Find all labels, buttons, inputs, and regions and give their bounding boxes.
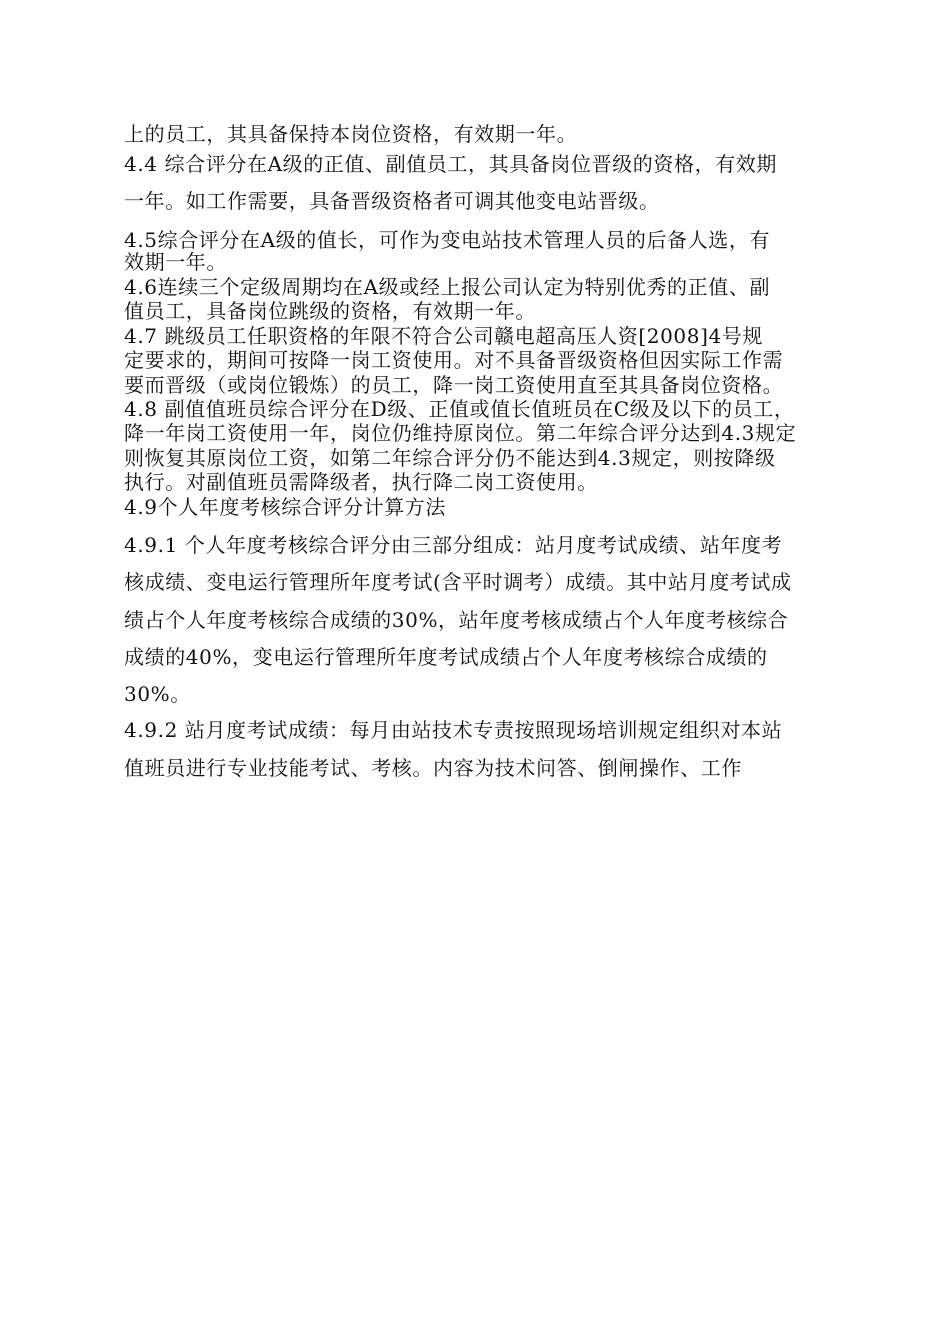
text-line: 降一年岗工资使用一年，岗位仍维持原岗位。第二年综合评分达到4.3规定 (124, 421, 797, 445)
text-line: 4.9个人年度考核综合评分计算方法 (124, 495, 447, 519)
text-line: 成绩的40%，变电运行管理所年度考试成绩占个人年度考核综合成绩的 (124, 645, 768, 669)
text-line: 30%。 (124, 682, 191, 706)
text-line: 值员工，具备岗位跳级的资格，有效期一年。 (124, 299, 536, 323)
text-line: 4.9.2 站月度考试成绩：每月由站技术专责按照现场培训规定组织对本站 (124, 718, 783, 742)
text-line: 执行。对副值班员需降级者，执行降二岗工资使用。 (124, 470, 598, 494)
text-line: 4.4 综合评分在A级的正值、副值员工，其具备岗位晋级的资格，有效期 (124, 152, 778, 176)
text-line: 值班员进行专业技能考试、考核。内容为技术问答、倒闸操作、工作 (124, 756, 742, 780)
text-line: 4.9.1 个人年度考核综合评分由三部分组成：站月度考试成绩、站年度考 (124, 533, 783, 557)
text-line: 效期一年。 (124, 250, 227, 274)
text-line: 一年。如工作需要，具备晋级资格者可调其他变电站晋级。 (124, 189, 660, 213)
text-line: 核成绩、变电运行管理所年度考试(含平时调考）成绩。其中站月度考试成 (124, 570, 792, 594)
text-line: 则恢复其原岗位工资，如第二年综合评分仍不能达到4.3规定，则按降级 (124, 446, 776, 470)
text-line: 4.5综合评分在A级的值长，可作为变电站技术管理人员的后备人选，有 (124, 228, 771, 252)
text-line: 定要求的，期间可按降一岗工资使用。对不具备晋级资格但因实际工作需 (124, 348, 784, 372)
text-line: 绩占个人年度考核综合成绩的30%，站年度考核成绩占个人年度考核综合 (124, 608, 789, 632)
text-line: 4.7 跳级员工任职资格的年限不符合公司赣电超高压人资[2008]4号规 (124, 324, 763, 348)
text-line: 要而晋级（或岗位锻炼）的员工，降一岗工资使用直至其具备岗位资格。 (124, 373, 784, 397)
text-line: 4.6连续三个定级周期均在A级或经上报公司认定为特别优秀的正值、副 (124, 275, 771, 299)
text-line: 上的员工，其具备保持本岗位资格，有效期一年。 (124, 122, 578, 146)
text-line: 4.8 副值值班员综合评分在D级、正值或值长值班员在C级及以下的员工， (124, 397, 795, 421)
